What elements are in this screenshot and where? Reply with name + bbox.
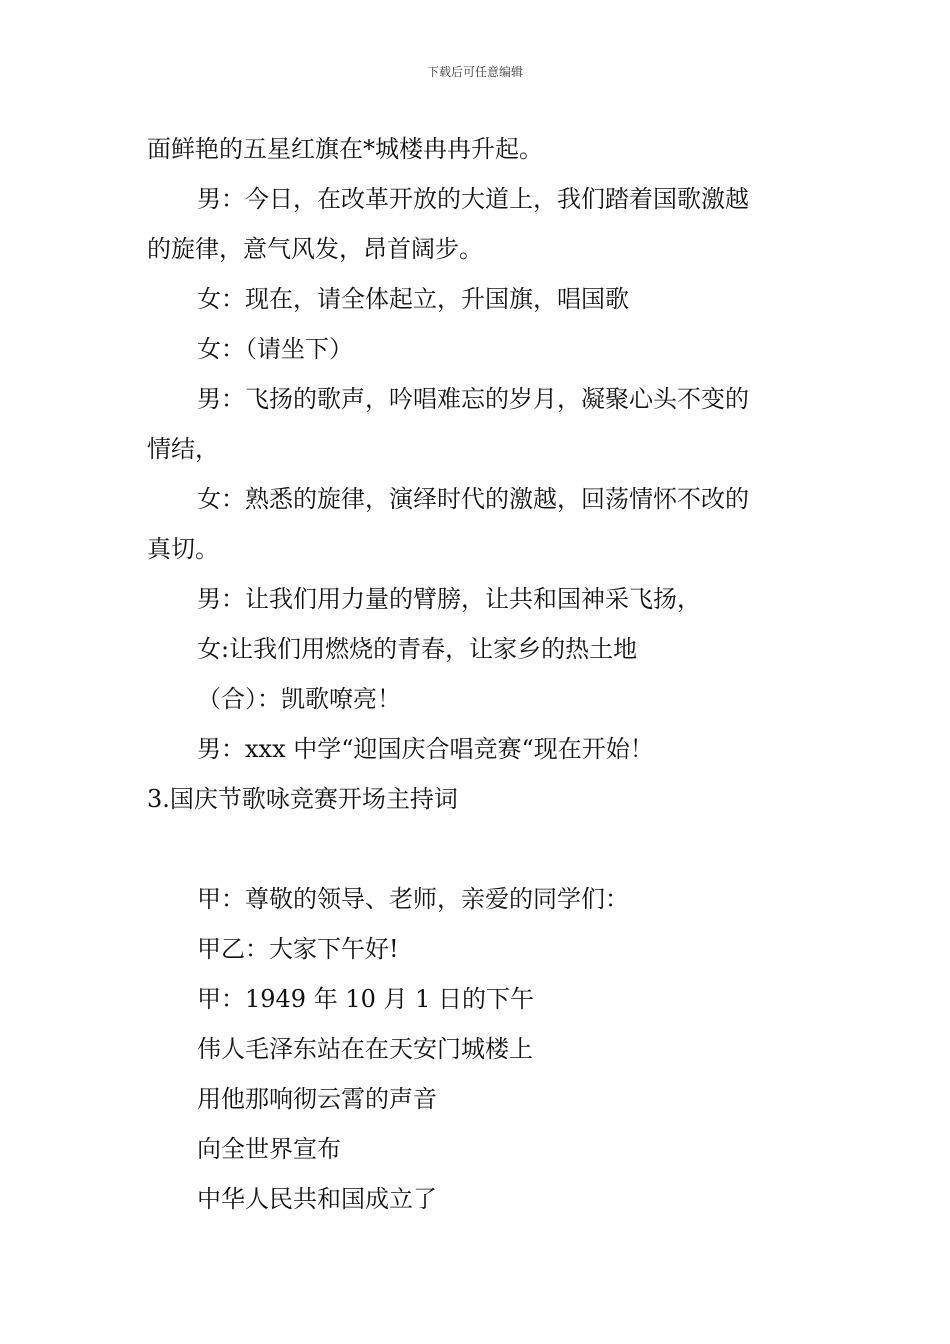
text-line: 男：今日，在改革开放的大道上，我们踏着国歌激越 [197,185,749,213]
text-line: 男：飞扬的歌声，吟唱难忘的岁月，凝聚心头不变的 [197,385,749,413]
page-header: 下载后可任意编辑 [426,65,523,79]
text-line: 伟人毛泽东站在在天安门城楼上 [197,1035,533,1063]
text-line: 面鲜艳的五星红旗在*城楼冉冉升起。 [147,135,543,163]
text-line: 甲：1949 年 10 月 1 日的下午 [197,985,535,1013]
text-line: 甲乙：大家下午好! [197,935,399,963]
text-line: （合）：凯歌嘹亮！ [197,685,401,713]
text-line: 用他那响彻云霄的声音 [197,1085,437,1113]
blank-line [147,824,817,874]
text-line: 向全世界宣布 [197,1135,341,1163]
text-line: 真切。 [147,535,219,563]
text-line: 女：现在，请全体起立，升国旗，唱国歌 [197,285,629,313]
text-line: 男：让我们用力量的臂膀，让共和国神采飞扬， [197,585,701,613]
section-heading: 3.国庆节歌咏竞赛开场主持词 [147,785,458,813]
text-line: 中华人民共和国成立了 [197,1185,437,1213]
text-line: 女：熟悉的旋律，演绎时代的激越，回荡情怀不改的 [197,485,749,513]
text-line: 情结， [147,435,219,463]
text-line: 的旋律，意气风发，昂首阔步。 [147,235,483,263]
text-line: 女:让我们用燃烧的青春，让家乡的热土地 [197,635,638,663]
text-line: 女：（请坐下） [197,335,353,363]
text-line: 男：xxx 中学“迎国庆合唱竞赛“现在开始！ [197,735,654,763]
text-line: 甲：尊敬的领导、老师，亲爱的同学们： [197,885,629,913]
document-body [147,124,817,1224]
